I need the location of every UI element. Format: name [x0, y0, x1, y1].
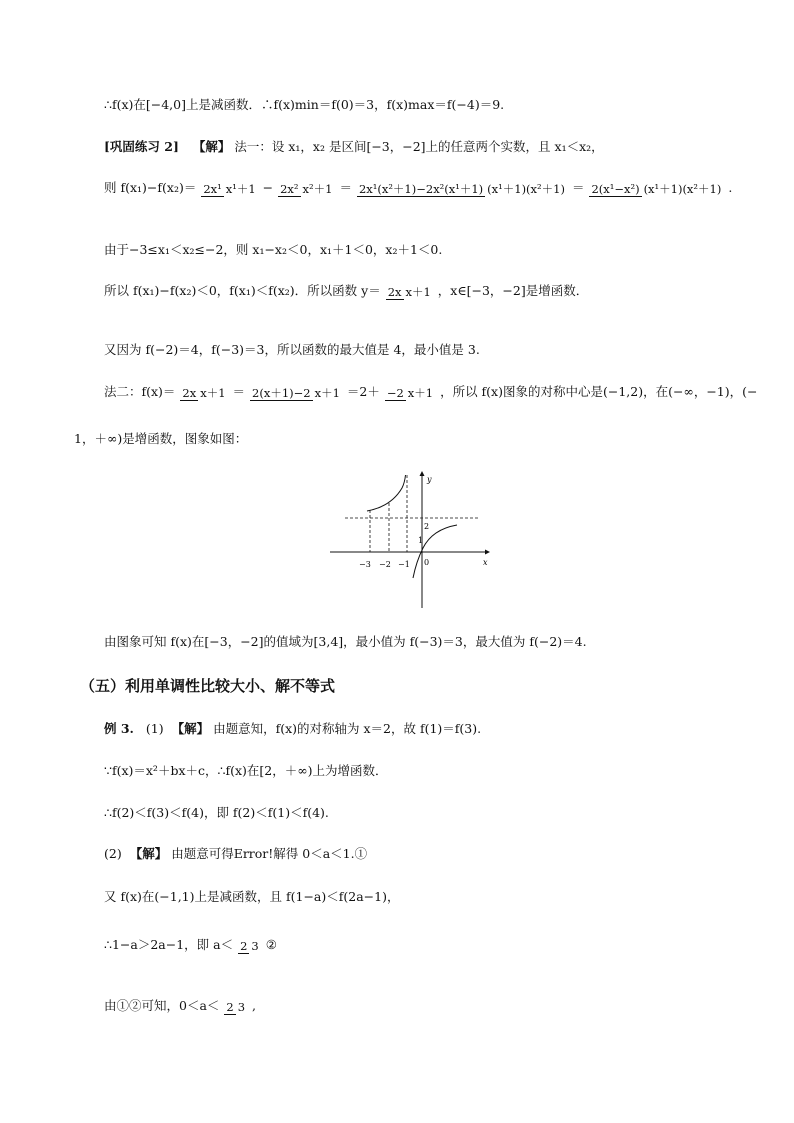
text-line-9: 由图象可知 f(x)在[−3，−2]的值域为[3,4]，最小值为 f(−3)＝3，最大值为 f(−2)＝4.	[104, 634, 587, 649]
tick-y1: 1	[418, 536, 424, 545]
example-label: 例 3.	[104, 721, 134, 736]
text-line-2: [巩固练习 2] 【解】 法一：设 x₁，x₂ 是区间[−3，−2]上的任意两个实数，且 x₁＜x₂，	[104, 139, 604, 154]
tick-origin: 0	[424, 558, 430, 567]
tick-minus2: −2	[379, 560, 391, 569]
text-line-1: ∴f(x)在[−4,0]上是减函数．∴f(x)min＝f(0)＝3，f(x)max＝f(−4)＝9.	[104, 97, 505, 112]
exercise-label: [巩固练习 2]	[104, 139, 179, 154]
tick-y2: 2	[424, 522, 430, 531]
x-arrow	[485, 550, 490, 555]
tick-minus1: −1	[398, 560, 410, 569]
section-title: （五）利用单调性比较大小、解不等式	[80, 677, 336, 695]
solution-label: 【解】	[192, 139, 231, 154]
tick-minus3: −3	[359, 560, 371, 569]
text-line-3: 则 f(x₁)−f(x₂)＝ 2x¹ x¹＋1 − 2x² x²＋1 ＝ 2x¹(x²＋1)−2x²(x¹＋1) (x¹＋1)(x²＋1) ＝ 2(x¹−x²) (x¹＋1)(x²＋1) .	[104, 180, 733, 196]
example-line-3: ∴f(2)＜f(3)＜f(4)，即 f(2)＜f(1)＜f(4).	[104, 805, 329, 820]
function-graph	[325, 470, 490, 610]
y-axis-label: y	[427, 475, 432, 484]
left-branch-curve	[367, 475, 406, 511]
example-line-5: 又 f(x)在(−1,1)上是减函数，且 f(1−a)＜f(2a−1)，	[104, 889, 400, 904]
text-line-5: 所以 f(x₁)−f(x₂)＜0，f(x₁)＜f(x₂)．所以函数 y＝ 2x x＋1 ，x∈[−3，−2]是增函数．	[104, 283, 589, 299]
text-line-4: 由于−3≤x₁＜x₂≤−2，则 x₁−x₂＜0，x₁＋1＜0，x₂＋1＜0.	[104, 242, 443, 257]
example-line-1: 例 3. (1) 【解】 由题意知，f(x)的对称轴为 x＝2，故 f(1)＝f(3).	[104, 721, 482, 736]
text-line-7: 法二：f(x)＝ 2x x＋1 ＝ 2(x＋1)−2 x＋1 ＝2＋ −2 x＋1 ，所以 f(x)图象的对称中心是(−1,2)，在(−∞，−1)，(−	[104, 384, 758, 400]
solution-label-2: 【解】	[171, 721, 210, 736]
example-line-2: ∵f(x)＝x²＋bx＋c，∴f(x)在[2，＋∞)上为增函数．	[104, 763, 388, 778]
solution-label-3: 【解】	[129, 846, 168, 861]
text-line-8: 1，＋∞)是增函数，图象如图：	[74, 431, 248, 446]
example-line-4: (2) 【解】 由题意可得Error!解得 0＜a＜1.①	[104, 846, 368, 861]
example-line-6: ∴1−a＞2a−1，即 a＜ 2 3 ②	[104, 937, 277, 953]
y-arrow	[420, 471, 425, 476]
x-axis-label: x	[483, 558, 488, 567]
text-line-6: 又因为 f(−2)＝4，f(−3)＝3，所以函数的最大值是 4，最小值是 3.	[104, 342, 480, 357]
example-line-7: 由①②可知，0＜a＜ 2 3 ,	[104, 998, 257, 1014]
